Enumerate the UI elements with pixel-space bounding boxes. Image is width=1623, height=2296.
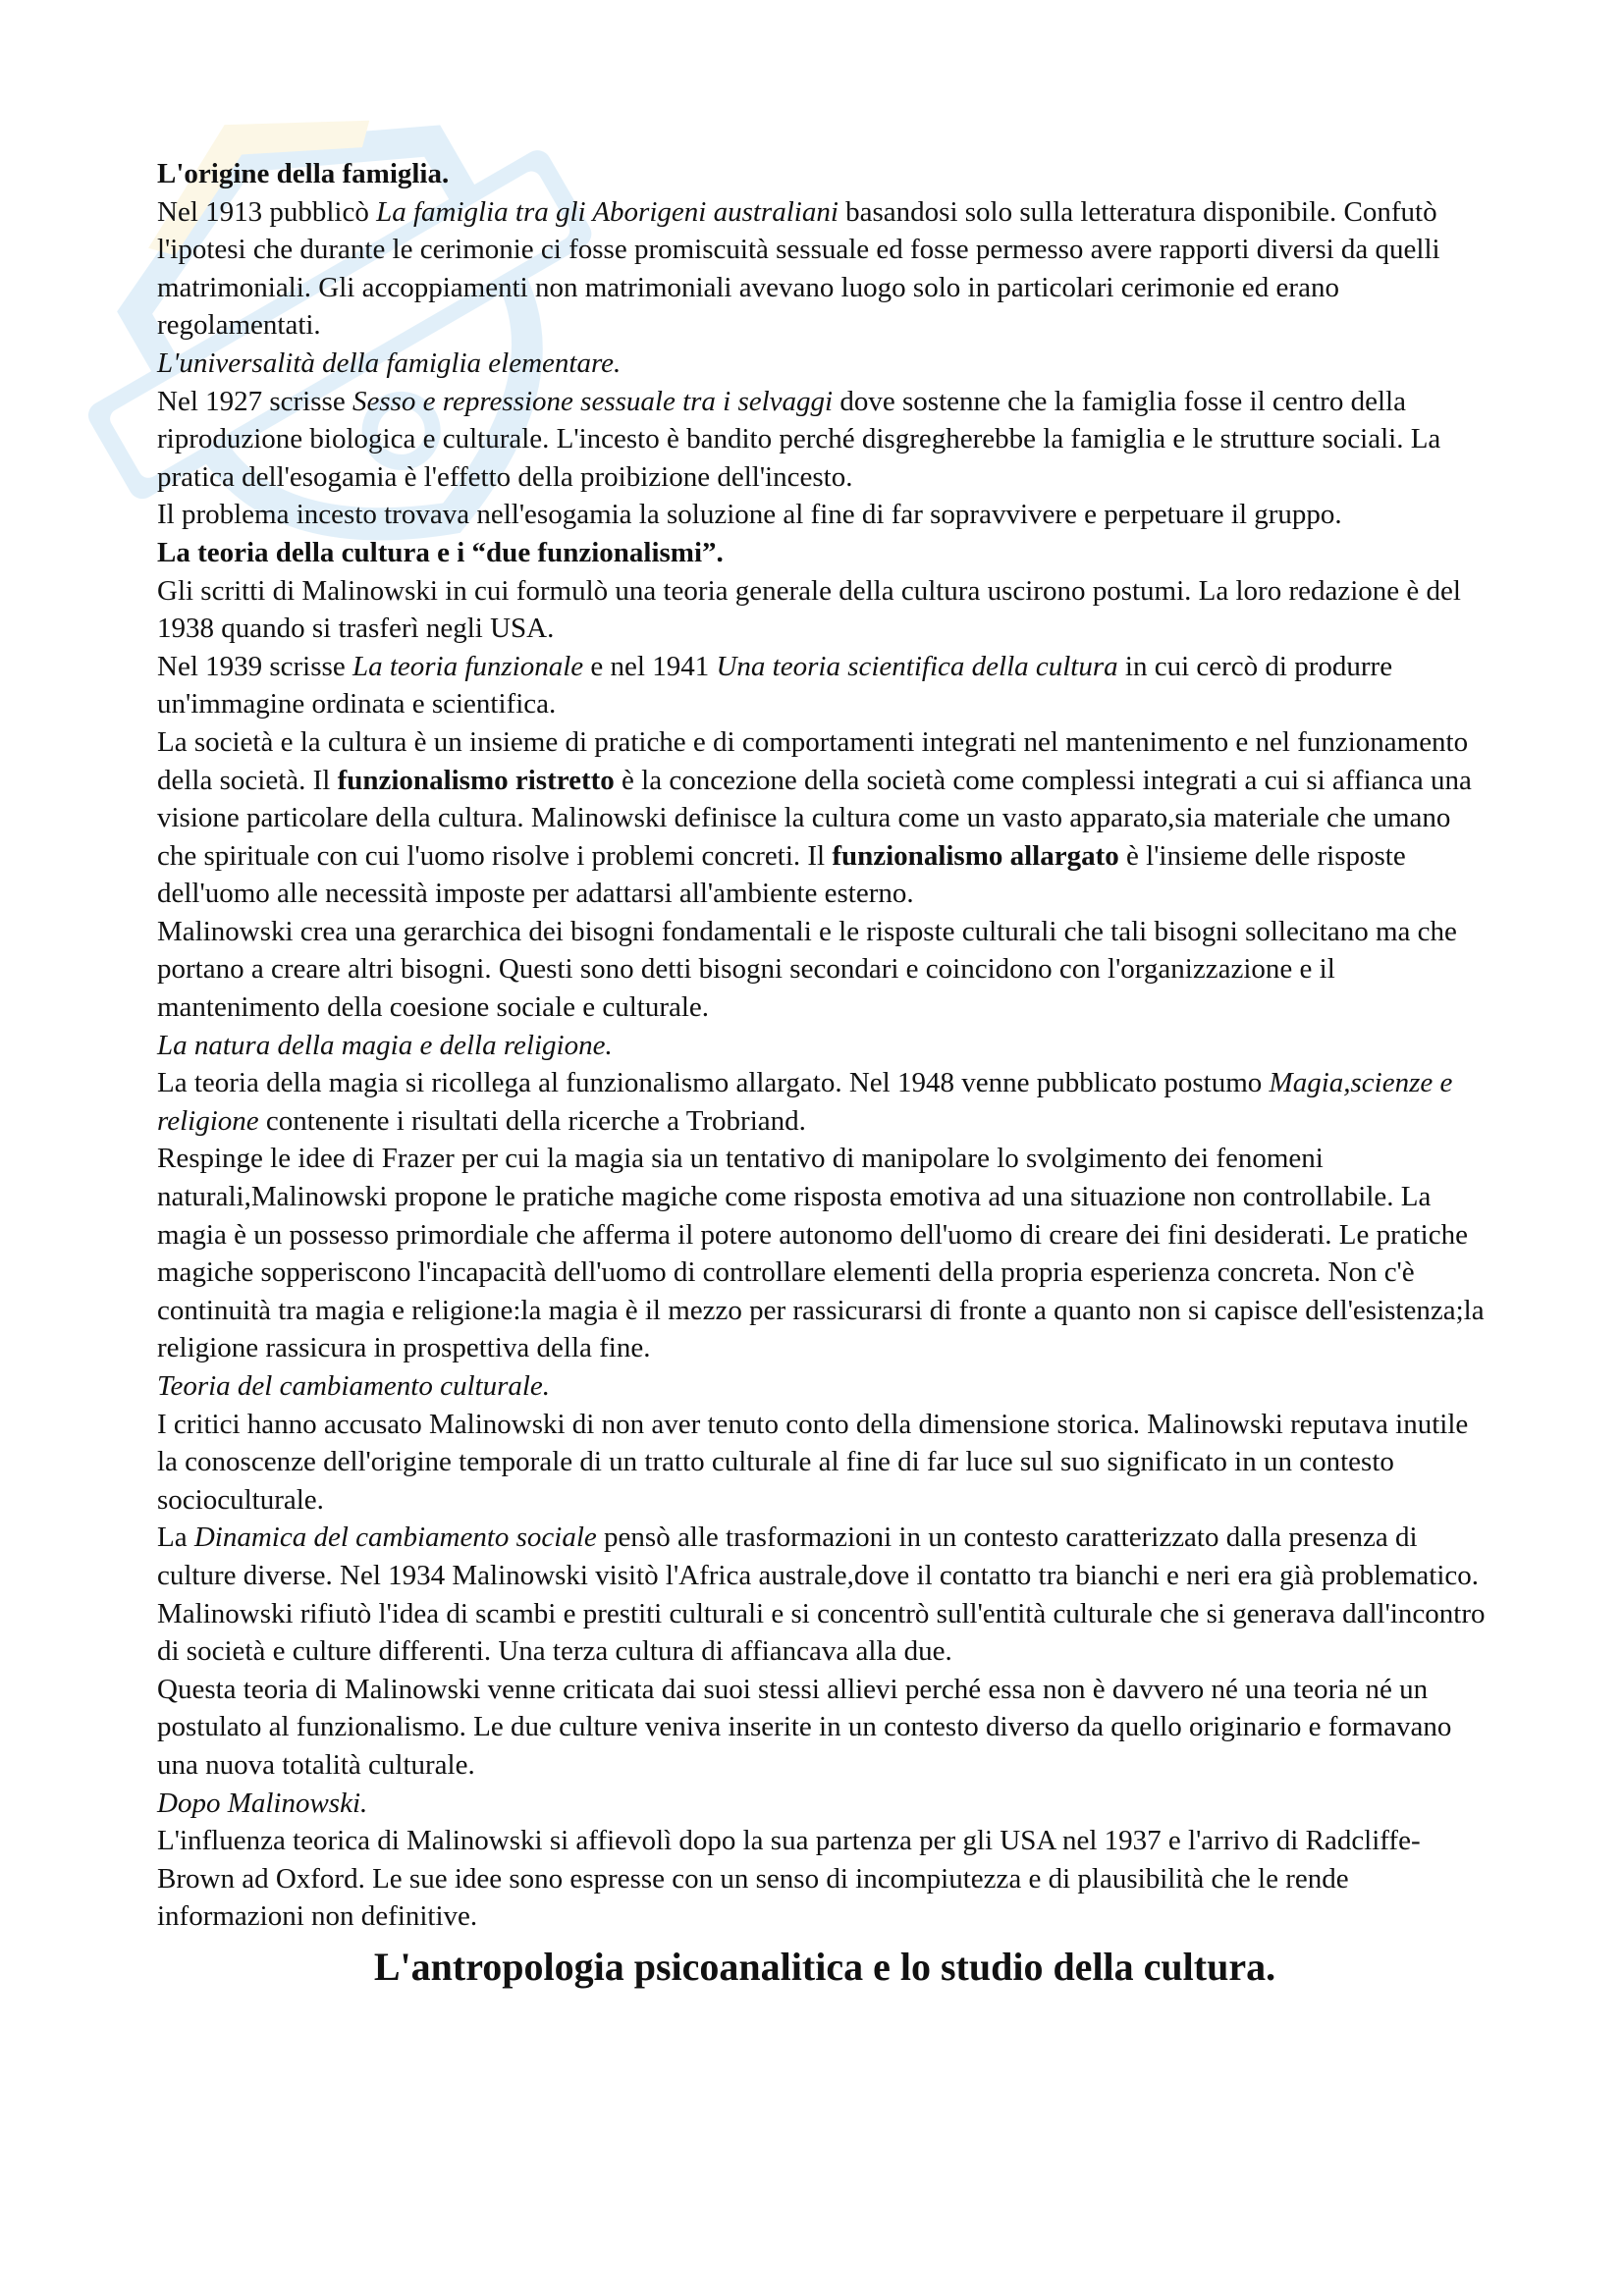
text-run: in cui cercò di produrre un'immagine ordinata e scientifica. bbox=[157, 650, 1393, 721]
key-term: funzionalismo ristretto bbox=[337, 764, 615, 796]
section-heading-dopo-malinowski: Dopo Malinowski. bbox=[157, 1787, 368, 1819]
book-title: La teoria funzionale bbox=[352, 650, 584, 682]
paragraph bbox=[157, 1064, 1492, 1140]
paragraph: Il problema incesto trovava nell'esogamia la soluzione al fine di far sopravvivere e perpetuare il gruppo. bbox=[157, 499, 1342, 531]
text-run: dove sostenne che la famiglia fosse il centro della riproduzione biologica e culturale. L'incesto è bandito perché disgregherebbe la famiglia e le strutture sociali. La pratica dell'esogamia è l'effetto della proibizione dell'incesto. bbox=[157, 385, 1441, 493]
text-run: pensò alle trasformazioni in un contesto caratterizzato dalla presenza di culture diverse. Nel 1934 Malinowski visitò l'Africa australe,dove il contatto tra bianchi e neri era già problematico. Malinowski rifiutò l'idea di scambi e prestiti culturali e si concentrò sull'entità culturale che si generava dall'incontro di società e culture differenti. Una terza cultura di affiancava alla due. bbox=[157, 1522, 1486, 1668]
key-term: funzionalismo allargato bbox=[832, 839, 1119, 872]
book-title: Sesso e repressione sessuale tra i selvaggi bbox=[352, 385, 834, 417]
document-body bbox=[157, 155, 1492, 1991]
text-run: La bbox=[157, 1522, 194, 1554]
text-run: contenente i risultati della ricerche a Trobriand. bbox=[258, 1104, 806, 1137]
paragraph bbox=[157, 723, 1492, 913]
text-run: è l'insieme delle risposte dell'uomo alle necessità imposte per adattarsi all'ambiente esterno. bbox=[157, 839, 1406, 910]
section-heading-origine-famiglia: L'origine della famiglia. bbox=[157, 158, 450, 189]
text-run: Nel 1913 pubblicò bbox=[157, 195, 377, 228]
paragraph bbox=[157, 648, 1492, 723]
section-heading-cambiamento-culturale: Teoria del cambiamento culturale. bbox=[157, 1370, 551, 1402]
paragraph: Respinge le idee di Frazer per cui la magia sia un tentativo di manipolare lo svolgimento dei fenomeni naturali,Malinowski propone le pratiche magiche come risposta emotiva ad una situazione non controllabile. La magia è un possesso primordiale che afferma il potere autonomo dell'uomo di creare dei fini desiderati. Le pratiche magiche sopperiscono l'incapacità dell'uomo di controllare elementi della propria esperienza concreta. Non c'è continuità tra magia e religione:la magia è il mezzo per rassicurarsi di fronte a quanto non si capisce dell'esistenza;la religione rassicura in prospettiva della fine. bbox=[157, 1143, 1485, 1364]
section-heading-universalita-famiglia: L'universalità della famiglia elementare. bbox=[157, 347, 622, 379]
text-run: Nel 1939 scrisse bbox=[157, 650, 352, 682]
text-run: Nel 1927 scrisse bbox=[157, 385, 352, 417]
text-run: La società e la cultura è un insieme di pratiche e di comportamenti integrati nel mantenimento e nel funzionamento della società. Il bbox=[157, 725, 1469, 796]
paragraph: L'influenza teorica di Malinowski si affievolì dopo la sua partenza per gli USA nel 1937 e l'arrivo di Radcliffe-Brown ad Oxford. Le sue idee sono espresse con un senso di incompiutezza e di plausibilità che le rende informazioni non definitive. bbox=[157, 1825, 1421, 1933]
book-title: La famiglia tra gli Aborigeni australiani bbox=[376, 195, 839, 228]
text-run: basandosi solo sulla letteratura disponibile. Confutò l'ipotesi che durante le cerimonie ci fosse promiscuità sessuale ed fosse permesso avere rapporti diversi da quelli matrimoniali. Gli accoppiamenti non matrimoniali avevano luogo solo in particolari cerimonie ed erano regolamentati. bbox=[157, 195, 1440, 342]
book-title: Magia,scienze e religione bbox=[157, 1067, 1453, 1137]
section-heading-magia-religione: La natura della magia e della religione. bbox=[157, 1029, 613, 1061]
paragraph: I critici hanno accusato Malinowski di non aver tenuto conto della dimensione storica. Malinowski reputava inutile la conoscenze dell'origine temporale di un tratto culturale al fine di far luce sul suo significato in un contesto socioculturale. bbox=[157, 1408, 1469, 1516]
section-heading-teoria-cultura: La teoria della cultura e i “due funzionalismi”. bbox=[157, 536, 724, 568]
paragraph: Malinowski crea una gerarchica dei bisogni fondamentali e le risposte culturali che tali bisogni sollecitano ma che portano a creare altri bisogni. Questi sono detti bisogni secondari e coincidono con l'organizzazione e il mantenimento della coesione sociale e culturale. bbox=[157, 915, 1457, 1024]
text-run: La teoria della magia si ricollega al funzionalismo allargato. Nel 1948 venne pubblicato postumo bbox=[157, 1067, 1270, 1099]
book-title: Dinamica del cambiamento sociale bbox=[193, 1522, 597, 1554]
paragraph bbox=[157, 383, 1492, 497]
paragraph bbox=[157, 1519, 1492, 1670]
text-run: è la concezione della società come complessi integrati a cui si affianca una visione particolare della cultura. Malinowski definisce la cultura come un vasto apparato,sia materiale che umano che spirituale con cui l'uomo risolve i problemi concreti. Il bbox=[157, 764, 1472, 872]
paragraph: Questa teoria di Malinowski venne criticata dai suoi stessi allievi perché essa non è davvero né una teoria né un postulato al funzionalismo. Le due culture veniva inserite in un contesto diverso da quello originario e formavano una nuova totalità culturale. bbox=[157, 1673, 1452, 1781]
paragraph bbox=[157, 193, 1492, 345]
text-run: e nel 1941 bbox=[583, 650, 717, 682]
book-title: Una teoria scientifica della cultura bbox=[716, 650, 1118, 682]
paragraph: Gli scritti di Malinowski in cui formulò una teoria generale della cultura uscirono postumi. La loro redazione è del 1938 quando si trasferì negli USA. bbox=[157, 574, 1461, 645]
chapter-title: L'antropologia psicoanalitica e lo studio della cultura. bbox=[373, 1944, 1276, 1989]
